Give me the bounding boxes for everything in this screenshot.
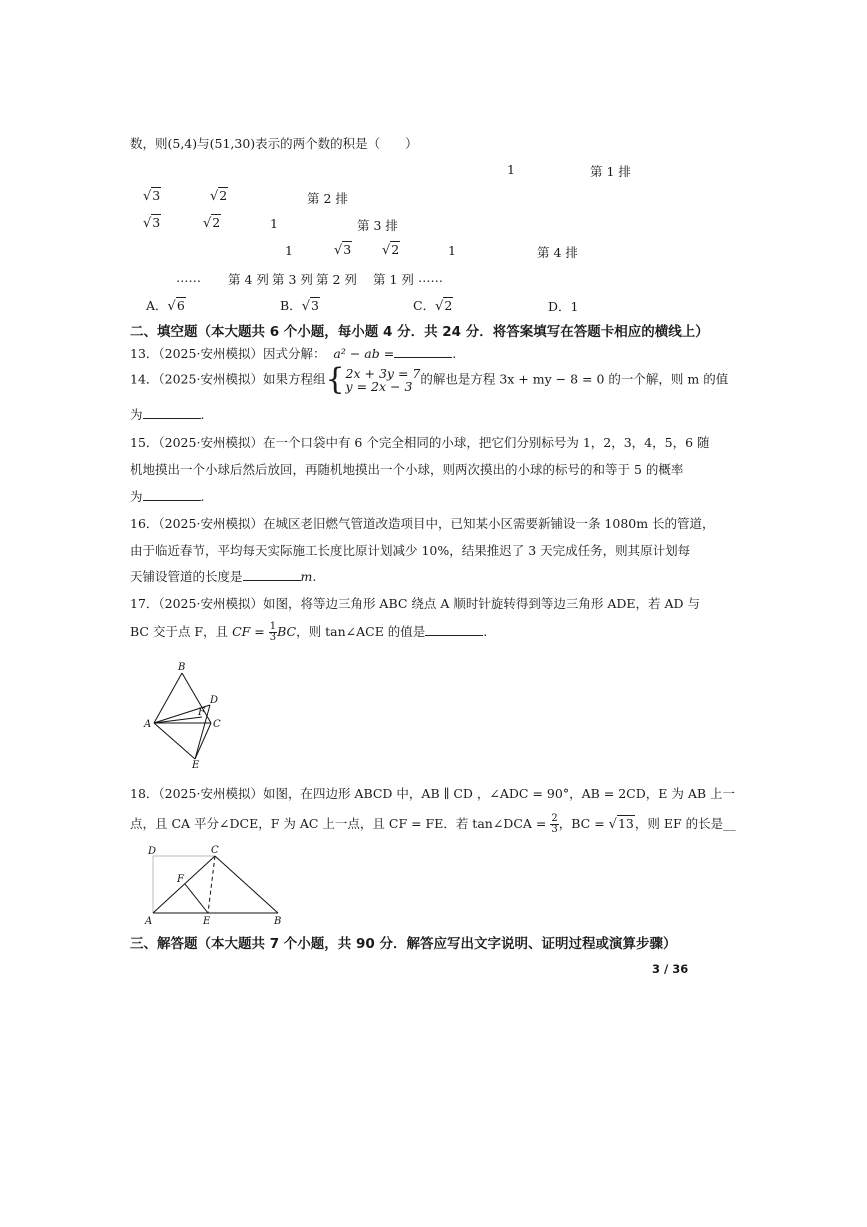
q15-line1: 15．（2025·安州模拟）在一个口袋中有 6 个完全相同的小球，把它们分别标号为 1，2，3，4，5，6 随	[130, 435, 710, 450]
row3-label: 第 3 排	[357, 218, 398, 233]
row4-c4: 1	[448, 243, 456, 258]
q12-option-d: D．1	[548, 299, 579, 314]
q17-line2: BC 交于点 F，且 CF = $\frac{1}{3}$ BC，则 tan∠ACE 的值是 .	[130, 621, 488, 643]
row3-c1: √3	[143, 215, 161, 231]
cols-dots-right: ……	[418, 270, 443, 285]
fig17-label-e: E	[192, 760, 200, 771]
fig18-label-d: D	[148, 846, 157, 857]
q14-line2: 为 .	[130, 407, 205, 422]
q15-line2: 机地摸出一个小球后然后放回，再随机地摸出一个小球，则两次摸出的小球的标号的和等于 5 的概率	[130, 462, 684, 477]
row4-c2: √3	[334, 242, 352, 258]
section2-title: 二、填空题（本大题共 6 个小题，每小题 4 分．共 24 分．将答案填写在答题卡相应的横线上）	[130, 324, 709, 340]
fig18-label-c: C	[211, 845, 219, 856]
row1-c1: 1	[507, 162, 515, 177]
row2-c1: √3	[143, 188, 161, 204]
col3-label: 第 3 列	[272, 272, 313, 287]
row2-c2: √2	[210, 188, 228, 204]
row4-c3: √2	[382, 242, 400, 258]
row3-c2: √2	[203, 215, 221, 231]
q12-stem: 数，则(5,4)与(51,30)表示的两个数的积是（ ）	[130, 136, 418, 151]
col1-label: 第 1 列	[373, 272, 414, 287]
section3-title: 三、解答题（本大题共 7 个小题，共 90 分．解答应写出文字说明、证明过程或演算步骤）	[130, 936, 677, 952]
row4-label: 第 4 排	[537, 245, 578, 260]
q16-line1: 16．（2025·安州模拟）在城区老旧燃气管道改造项目中，已知某小区需要新铺设一条 1080m 长的管道，	[130, 516, 715, 531]
fig17-label-f: F	[198, 707, 205, 718]
col4-label: 第 4 列	[228, 272, 269, 287]
fig18-label-e: E	[203, 916, 211, 927]
figure-18	[140, 842, 290, 928]
fig18-label-a: A	[145, 916, 153, 927]
q16-line2: 由于临近春节，平均每天实际施工长度比原计划减少 10%，结果推迟了 3 天完成任务，则其原计划每	[130, 543, 691, 558]
fig17-label-d: D	[210, 695, 219, 706]
row1-label: 第 1 排	[590, 164, 631, 179]
q14-line1: 14．（2025·安州模拟）如果方程组{2x + 3y = 7 y = 2x − 3 的解也是方程 3x + my − 8 = 0 的一个解，则 m 的值	[130, 362, 729, 397]
page-number: 3 / 36	[652, 962, 689, 976]
row2-label: 第 2 排	[307, 191, 348, 206]
row3-c3: 1	[270, 216, 278, 231]
q12-option-c: C．√2	[413, 298, 453, 314]
fig18-label-f: F	[177, 874, 184, 885]
q18-line2: 点，且 CA 平分∠DCE，F 为 AC 上一点，且 CF = FE．若 tan∠DCA = $\frac{2}{3}$ ，BC = √13，则 EF 的长是__	[130, 813, 736, 835]
q12-option-a: A．√6	[146, 298, 185, 314]
fig18-label-b: B	[274, 916, 282, 927]
q16-line3: 天铺设管道的长度是 m.	[130, 569, 317, 584]
col2-label: 第 2 列	[316, 272, 357, 287]
q13: 13．（2025·安州模拟）因式分解： a² − ab = .	[130, 346, 457, 361]
cols-dots-left: ……	[176, 270, 201, 285]
fig17-label-c: C	[213, 719, 221, 730]
row4-c1: 1	[285, 243, 293, 258]
figure-17	[140, 660, 230, 772]
fig17-label-b: B	[178, 662, 186, 673]
q15-line3: 为 .	[130, 489, 205, 504]
fig17-label-a: A	[144, 719, 152, 730]
q12-option-b: B．√3	[280, 298, 319, 314]
q18-line1: 18．（2025·安州模拟）如图，在四边形 ABCD 中，AB ∥ CD ，∠ADC = 90°，AB = 2CD，E 为 AB 上一	[130, 786, 736, 801]
q17-line1: 17．（2025·安州模拟）如图，将等边三角形 ABC 绕点 A 顺时针旋转得到等边三角形 ADE，若 AD 与	[130, 596, 701, 611]
